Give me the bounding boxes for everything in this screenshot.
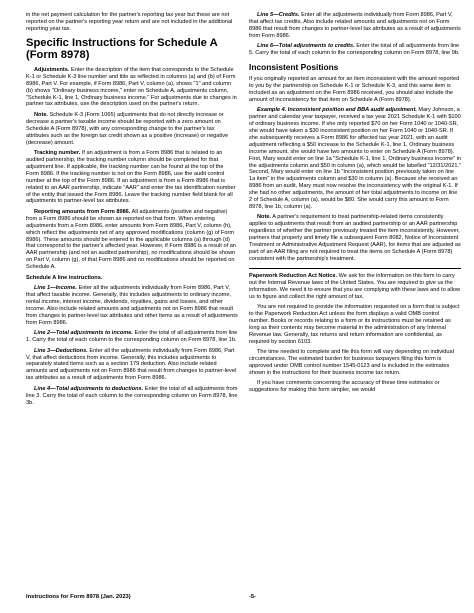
run-body: Enter the total of all adjustments from line 5. Carry the total of each column to the corresponding column on Form 8978, line 9b.: [249, 43, 460, 57]
run-body: All adjustments (positive and negative) from a Form 8986 should be shown as reported on that form. When entering adjustments from a Form 8986, enter amounts from Form 8986, Part V, column (h), which reflect the adjustments net of any approved modifications (column (g) of Form 8986). These amounts should be entered in the applicable columns (a) through (d) that correspond to the partner's affected year. However, if Form 8986 is a result of an AAR partnership (and not an audited partnership), no modifications should be shown on Part V, column (g), of that Form 8986 and no modifications should be reported on Schedule A.: [26, 208, 236, 271]
paragraph-line-1: [26, 285, 238, 326]
paragraph-tracking-number: [26, 150, 238, 205]
paragraph-line-4: [26, 386, 238, 407]
run-body: Enter the total of all adjustments from line 3. Carry the total of each column to the corresponding column on Form 8978, line 3b.: [26, 385, 238, 406]
paragraph-comments: If you have comments concerning the accuracy of these time estimates or suggestions for making this form simpler, we would: [249, 380, 440, 394]
paragraph-note-partner: [249, 214, 461, 262]
paragraph-line-2: [26, 330, 238, 344]
paragraph-line-5: [249, 12, 461, 40]
run-lead: Note.: [34, 111, 48, 118]
paragraph-note: [26, 112, 238, 147]
paragraph-line-6: [249, 43, 461, 57]
run-body: Schedule K-3 (Form 1065) adjustments that do not directly increase or decrease a partner's taxable income should be reported with a zero amount on Schedule A (Form 8978), with any corresponding change to the partner's tax attributes such as the foreign tax credit shown as a positive (increase) or negative (decrease) amount.: [26, 111, 229, 146]
run-lead: Tracking number.: [34, 150, 81, 157]
run-body: Mary Johnson, a partner and calendar year taxpayer, received a tax year 2021 Schedule K-1 with $100 of ordinary business income. If she only reported $70 on her Form 1040 or 1040-SR, she would have taken a $30 inconsistent position on her Form 1040 or 1040-SR. If she subsequently receives a Form 8986 for affected tax year 2021, with an audit adjustment reflecting a $50 increase to the Schedule K-1, line 1, Ordinary business income amount, she would have two amounts to enter on Schedule A (Form 8978). First, Mary would enter on line 1a "Schedule K-1, line 1, Ordinary business income" in the adjustments column and $50 in column (a), which would be labelled "12/31/2021." Second, Mary would enter on line 1b "Inconsistent position previously taken on line 1a item" in the adjustments column and $30 in column (a). Because she received an 8986 from an audit, Mary must now resolve the inconsistency with the original K-1. If she had no other adjustments, the amount of her total adjustments to income on line 2 of Schedule A, column (a), would be $80. She would carry this amount to Form 8978, line 1b, column (a).: [249, 107, 462, 210]
run-lead: Line 5—Credits.: [257, 12, 300, 18]
run-body: Enter all the adjustments individually from Form 8986, Part V, that affect tax credits. Also include related amounts and adjustments not on Form 8986 that result from changes to partner-level tax attributes as a result of adjustments from Form 8986.: [249, 12, 461, 39]
run-lead: Line 3—Deductions.: [34, 347, 88, 354]
run-lead: Note.: [257, 214, 271, 221]
section-divider: [249, 268, 461, 269]
footer-page-number: -5-: [249, 594, 257, 600]
run-body: Enter the description of the item that corresponds to the Schedule K-1 or Schedule K-3 line number and title as reflected in columns (a) and (b) of Form 8986, Part V. For example, if Form 8986, Part V, column (a), shows "1" and column (b) shows "Ordinary business income," enter on Schedule A, adjustments column, "Schedule K-1, line 1, Ordinary business income." For adjustments due to changes in partner tax attributes, use the description used on the partner's return.: [26, 66, 237, 108]
run-body: If an adjustment is from a Form 8986 that is related to an audited partnership, the tracking number column should be completed for that adjustment line. If applicable, the tracking number can be found at the top of the Form 8986. If the tracking number is not on the Form 8986, use the audit control number at the top of the Form 8986. If an adjustment is from a Form 8986 that is related to an AAR partnership, indicate "AAR" and enter the tax identification number of the entity that issued the Form 8986. Leave the tracking number field blank for all adjustments to partner-level tax attributes.: [26, 150, 236, 205]
footer-form-title: Instructions for Form 8978 (Jan. 2023): [26, 594, 131, 600]
run-body: A partner's requirement to treat partnership-related items consistently applies to adjustments that result from an audited partnership or an AAR partnership regardless of whether the partner previously treated the item inconsistently. However, partners that properly and timely file a subsequent Form 8082, Notice of Inconsistent Treatment or Administrative Adjustment Request (AAR), for items that are adjusted as part of an AAR filing are not required to treat the items on Schedule A (Form 8978) consistent with the partnership's treatment.: [249, 214, 461, 262]
run-lead: Line 1—Income.: [34, 285, 77, 292]
run-lead: Example 4. Inconsistent position and BBA audit adjustment.: [257, 107, 417, 114]
run-lead: Line 4—Total adjustments to deductions.: [34, 385, 144, 392]
run-body: Enter all the adjustments individually from Form 8986, Part V, that affect deductions from income. Generally, this includes adjustments to separately stated items such as a section 179 deduction. Also include related amounts and adjustments not on Form 8986 that result from changes to partner-level tax attributes as a result of adjustments from Form 8986.: [26, 347, 237, 382]
section-heading-inconsistent-positions: Inconsistent Positions: [249, 62, 339, 73]
run-body: Enter the total of all adjustments from line 1. Carry the total of each column to the corresponding column on Form 8978, line 1b.: [26, 330, 238, 344]
paragraph-reporting-amounts: [26, 209, 238, 271]
subheading-line-instructions: Schedule A line instructions.: [26, 274, 103, 281]
paragraph-line-3: [26, 348, 238, 383]
paragraph-intro: in the net payment calculation for the partner's reporting tax year but these are not reported on the partner's reporting year return and are not included in the additional reporting year tax.: [26, 12, 233, 32]
run-lead: Line 6—Total adjustments to credits.: [257, 43, 355, 50]
paragraph-example-4: [249, 107, 461, 211]
paragraph-paperwork-reduction: [249, 273, 461, 301]
run-lead: Reporting amounts from Form 8986.: [34, 208, 131, 215]
paragraph-omb: You are not required to provide the information requested on a form that is subject to the Paperwork Reduction Act unless the form displays a valid OMB control number. Books or records relating to a form or its instructions must be retained as long as their contents may become material in the administration of any Internal Revenue law. Generally, tax returns and return information are confidential, as required by section 6103.: [249, 304, 460, 345]
run-lead: Paperwork Reduction Act Notice.: [249, 272, 338, 279]
run-body: We ask for the information on this form to carry out the Internal Revenue laws of the United States. You are required to give us the information. We need it to ensure that you are complying with these laws and to allow us to figure and collect the right amount of tax.: [249, 272, 461, 300]
right-column: [249, 12, 461, 398]
run-lead: Line 2—Total adjustments to income.: [34, 330, 133, 337]
left-column: [26, 12, 238, 410]
paragraph-adjustments: [26, 67, 238, 108]
run-lead: Adjustments.: [34, 66, 70, 73]
paragraph-time-burden: The time needed to complete and file this form will vary depending on individual circumstances. The estimated burden for business taxpayers filing this form is approved under OMB control number 1545-0123 and is included in the estimates shown in the instructions for their business income tax return.: [249, 349, 454, 376]
paragraph-inconsistent: If you originally reported an amount for an item inconsistent with the amount reported to you by the partnership on Schedule K-1 or Schedule K-3, and this same item is included as an adjustment on the Form 8986 received, you should also include the amount of inconsistency for that item on Schedule A (Form 8978).: [249, 76, 460, 103]
run-body: Enter all the adjustments individually from Form 8986, Part V, that affect taxable income. Generally, this includes adjustments to ordinary income, rental income, interest income, dividends, royalties, gains and losses, and other income. Also include related amounts and adjustments not on Form 8986 that result from changes to partner-level tax attributes and other items as a result of adjustments from Form 8986.: [26, 285, 238, 326]
section-heading-schedule-a: Specific Instructions for Schedule A (Form 8978): [26, 36, 218, 62]
